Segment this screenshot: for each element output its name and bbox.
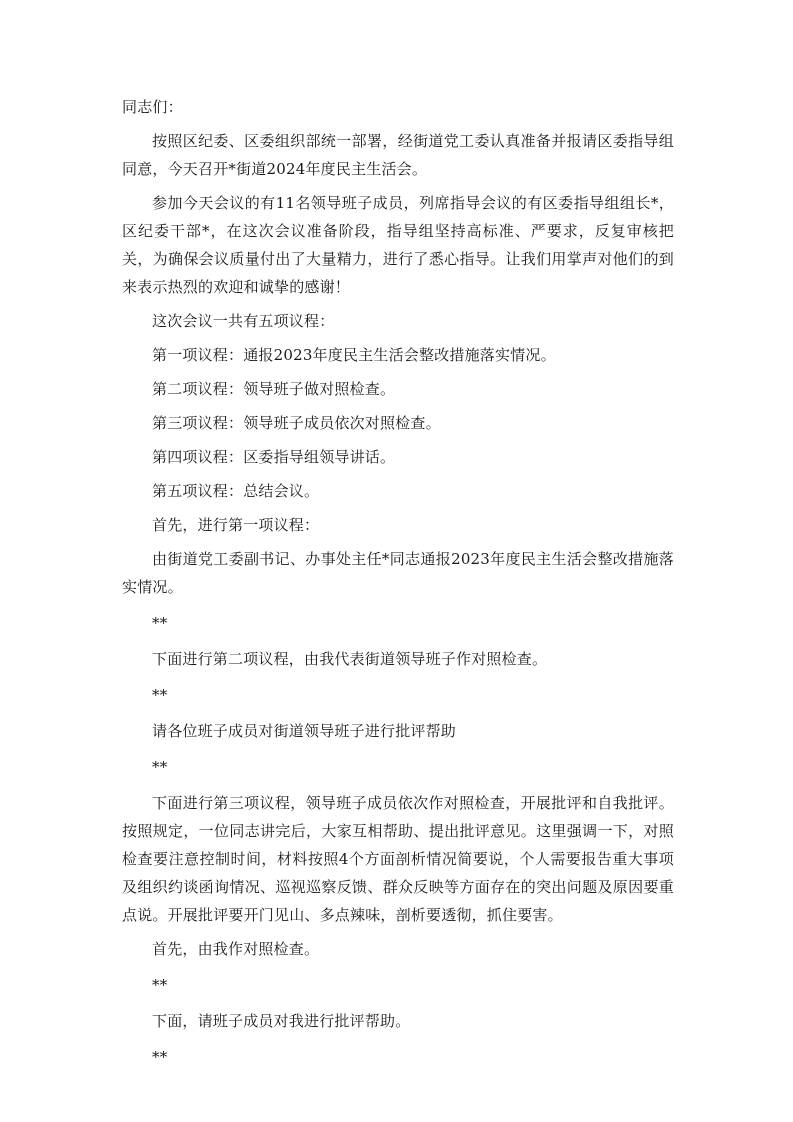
paragraph-criticism-me: 下面，请班子成员对我进行批评帮助。 xyxy=(152,1012,411,1030)
paragraph-second-item: 下面进行第二项议程，由我代表街道领导班子作对照检查。 xyxy=(152,650,548,668)
agenda-item-1: 第一项议程：通报2023年度民主生活会整改措施落实情况。 xyxy=(152,346,556,364)
paragraph-intro: 按照区纪委、区委组织部统一部署，经街道党工委认真准备并报请区委指导组同意，今天召开*街道2024年度民主生活会。 xyxy=(122,132,674,178)
placeholder-marker: ** xyxy=(152,1048,168,1066)
paragraph-criticism-request: 请各位班子成员对街道领导班子进行批评帮助 xyxy=(152,722,457,740)
placeholder-marker: ** xyxy=(152,976,168,994)
paragraph-self-review: 首先，由我作对照检查。 xyxy=(152,940,320,958)
paragraph-agenda-intro: 这次会议一共有五项议程： xyxy=(152,312,335,330)
agenda-item-2: 第二项议程：领导班子做对照检查。 xyxy=(152,380,396,398)
paragraph-first-item: 首先，进行第一项议程： xyxy=(152,516,320,534)
agenda-item-5: 第五项议程：总结会议。 xyxy=(152,482,320,500)
salutation: 同志们： xyxy=(122,98,183,116)
placeholder-marker: ** xyxy=(152,686,168,704)
agenda-item-4: 第四项议程：区委指导组领导讲话。 xyxy=(152,448,396,466)
paragraph-third-item: 下面进行第三项议程，领导班子成员依次作对照检查，开展批评和自我批评。按照规定，一位同志讲完后，大家互相帮助、提出批评意见。这里强调一下，对照检查要注意控制时间，材料按照4个方面剖析情况简要说，个人需要报告重大事项及组织约谈函询情况、巡视巡察反馈、群众反映等方面存在的突出问题及原因要重点说。开展批评要开门见山、多点辣味，剖析要透彻，抓住要害。 xyxy=(122,794,674,924)
placeholder-marker: ** xyxy=(152,758,168,776)
paragraph-attendees: 参加今天会议的有11名领导班子成员，列席指导会议的有区委指导组组长*，区纪委干部*，在这次会议准备阶段，指导组坚持高标准、严要求，反复审核把关，为确保会议质量付出了大量精力，进行了悉心指导。让我们用掌声对他们的到来表示热烈的欢迎和诚挚的感谢！ xyxy=(122,194,674,296)
document-body xyxy=(122,93,674,1077)
agenda-item-3: 第三项议程：领导班子成员依次对照检查。 xyxy=(152,414,441,432)
paragraph-report: 由街道党工委副书记、办事处主任*同志通报2023年度民主生活会整改措施落实情况。 xyxy=(122,550,674,596)
placeholder-marker: ** xyxy=(152,614,168,632)
